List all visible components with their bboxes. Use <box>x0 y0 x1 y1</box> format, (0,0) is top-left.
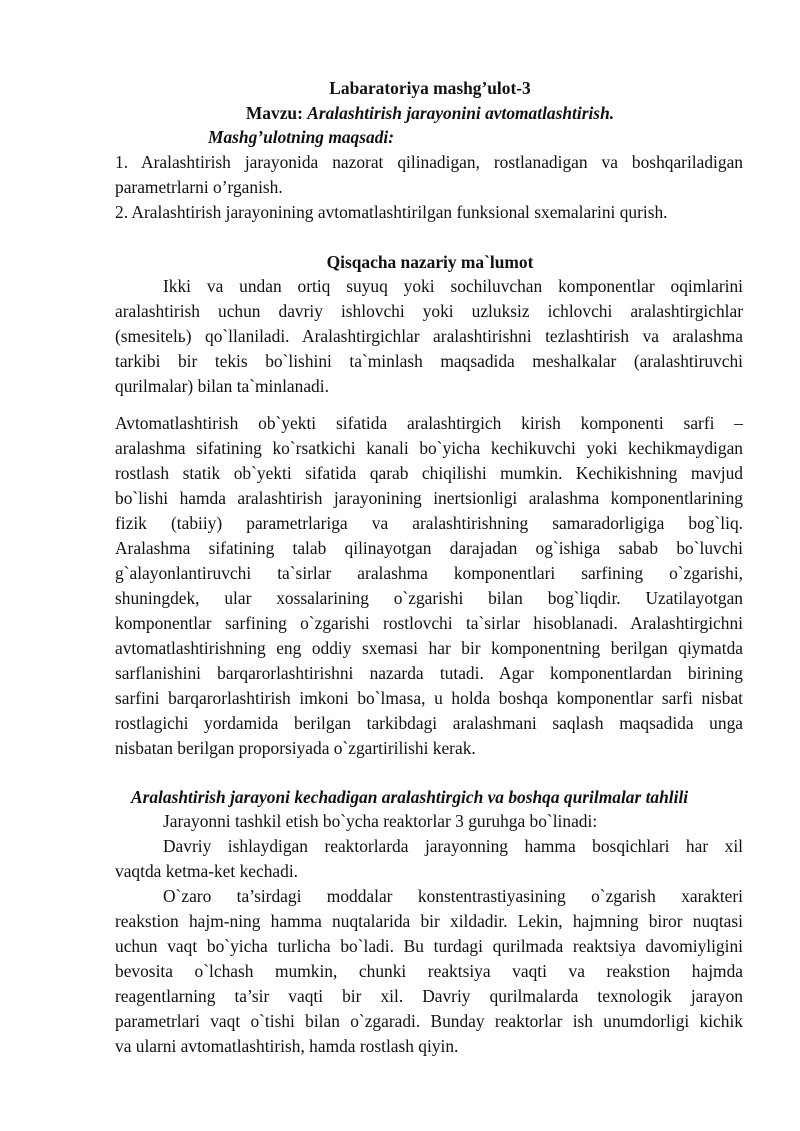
analysis-intro: Jarayonni tashkil etish bo`ycha reaktorlar 3 guruhga bo`linadi: <box>163 811 598 831</box>
paragraph-line: parametrlari vaqt o`tishi bilan o`zgaradi. Bunday reaktorlar ish unumdorligi kichik <box>115 1011 743 1031</box>
paragraph-line: reakstion hajm-ning hamma nuqtalarida bir xildadir. Lekin, hajmning biror nuqtasi <box>115 911 743 931</box>
analysis-heading: Aralashtirish jarayoni kechadigan aralashtirgich va boshqa qurilmalar tahlili <box>131 787 689 807</box>
paragraph-line: rostlagichi yordamida berilgan tarkibdagi aralashmani saqlash maqsadida unga <box>115 713 743 733</box>
paragraph-line: Avtomatlashtirish ob`yekti sifatida aralashtirgich kirish komponenti sarfi – <box>115 413 743 433</box>
paragraph-line: shuningdek, ular xossalarining o`zgarishi bilan bog`liqdir. Uzatilayotgan <box>115 588 743 608</box>
topic-label: Mavzu: <box>245 103 303 123</box>
topic-line <box>0 101 800 126</box>
paragraph-line: tarkibi bir tekis bo`lishini ta`minlash maqsadida meshalkalar (aralashtiruvchi <box>115 351 743 371</box>
paragraph-line: reagentlarning ta’sir vaqti bir xil. Davriy qurilmalarda texnologik jarayon <box>115 986 743 1006</box>
paragraph-line: uchun vaqt bo`yicha turlicha bo`ladi. Bu turdagi qurilmada reaktsiya davomiyligini <box>115 936 743 956</box>
goal-line: 1. Aralashtirish jarayonida nazorat qilinadigan, rostlanadigan va boshqariladigan <box>115 152 743 172</box>
paragraph-line: va ularni avtomatlashtirish, hamda rostlash qiyin. <box>115 1036 459 1056</box>
goal-line: 2. Aralashtirish jarayonining avtomatlashtirilgan funksional sxemalarini qurish. <box>115 202 668 222</box>
paragraph-line: (smesitelь) qo`llaniladi. Aralashtirgichlar aralashtirishni tezlashtirish va aralashma <box>115 326 743 346</box>
paragraph-line: qurilmalar) bilan ta`minlanadi. <box>115 376 329 396</box>
theory-heading: Qisqacha nazariy ma`lumot <box>326 252 534 272</box>
paragraph-line: Aralashma sifatining talab qilinayotgan darajadan og`ishiga sabab bo`luvchi <box>115 538 743 558</box>
paragraph-line: sarfini barqarorlashtirish imkoni bo`lmasa, u holda boshqa komponentlar sarfi nisbat <box>115 688 743 708</box>
paragraph-line: sarflanishini barqarorlashtirishni nazarda tutadi. Agar komponentlardan birining <box>115 663 743 683</box>
paragraph-line: O`zaro ta’sirdagi moddalar konstentrastiyasining o`zgarish xarakteri <box>163 886 743 906</box>
lab-title: Labaratoriya mashg’ulot-3 <box>329 78 531 98</box>
goal-line: parametrlarni o’rganish. <box>115 177 283 197</box>
paragraph-line: vaqtda ketma-ket kechadi. <box>115 861 299 881</box>
paragraph-line: g`alayonlantiruvchi ta`sirlar aralashma komponentlari sarfining o`zgarishi, <box>115 563 743 583</box>
paragraph-line: komponentlar sarfining o`zgarishi rostlovchi ta`sirlar hisoblanadi. Aralashtirgichni <box>115 613 743 633</box>
paragraph-line: avtomatlashtirishning eng oddiy sxemasi har bir komponentning berilgan qiymatda <box>115 638 743 658</box>
paragraph-line: Davriy ishlaydigan reaktorlarda jarayonning hamma bosqichlari har xil <box>163 836 743 856</box>
paragraph-line: rostlash statik ob`yekti sifatida qarab chiqilishi mumkin. Kechikishning mavjud <box>115 463 743 483</box>
paragraph-line: bevosita o`lchash mumkin, chunki reaktsiya vaqti va reakstion hajmda <box>115 961 743 981</box>
paragraph-line: nisbatan berilgan proporsiyada o`zgartirilishi kerak. <box>115 738 476 758</box>
paragraph-line: aralashtirish uchun davriy ishlovchi yoki uzluksiz ichlovchi aralashtirgichlar <box>115 301 743 321</box>
paragraph-line: Ikki va undan ortiq suyuq yoki sochiluvchan komponentlar oqimlarini <box>163 276 743 296</box>
paragraph-line: aralashma sifatining ko`rsatkichi kanali bo`yicha kechikuvchi yoki kechikmaydigan <box>115 438 743 458</box>
goal-heading: Mashg’ulotning maqsadi: <box>208 127 395 147</box>
topic-text: Aralashtirish jarayonini avtomatlashtirish. <box>307 103 615 123</box>
paragraph-line: bo`lishi hamda aralashtirish jarayonining inertsionligi aralashma komponentlarining <box>115 488 743 508</box>
paragraph-line: fizik (tabiiy) parametrlariga va aralashtirishning samaradorligiga bog`liq. <box>115 513 743 533</box>
